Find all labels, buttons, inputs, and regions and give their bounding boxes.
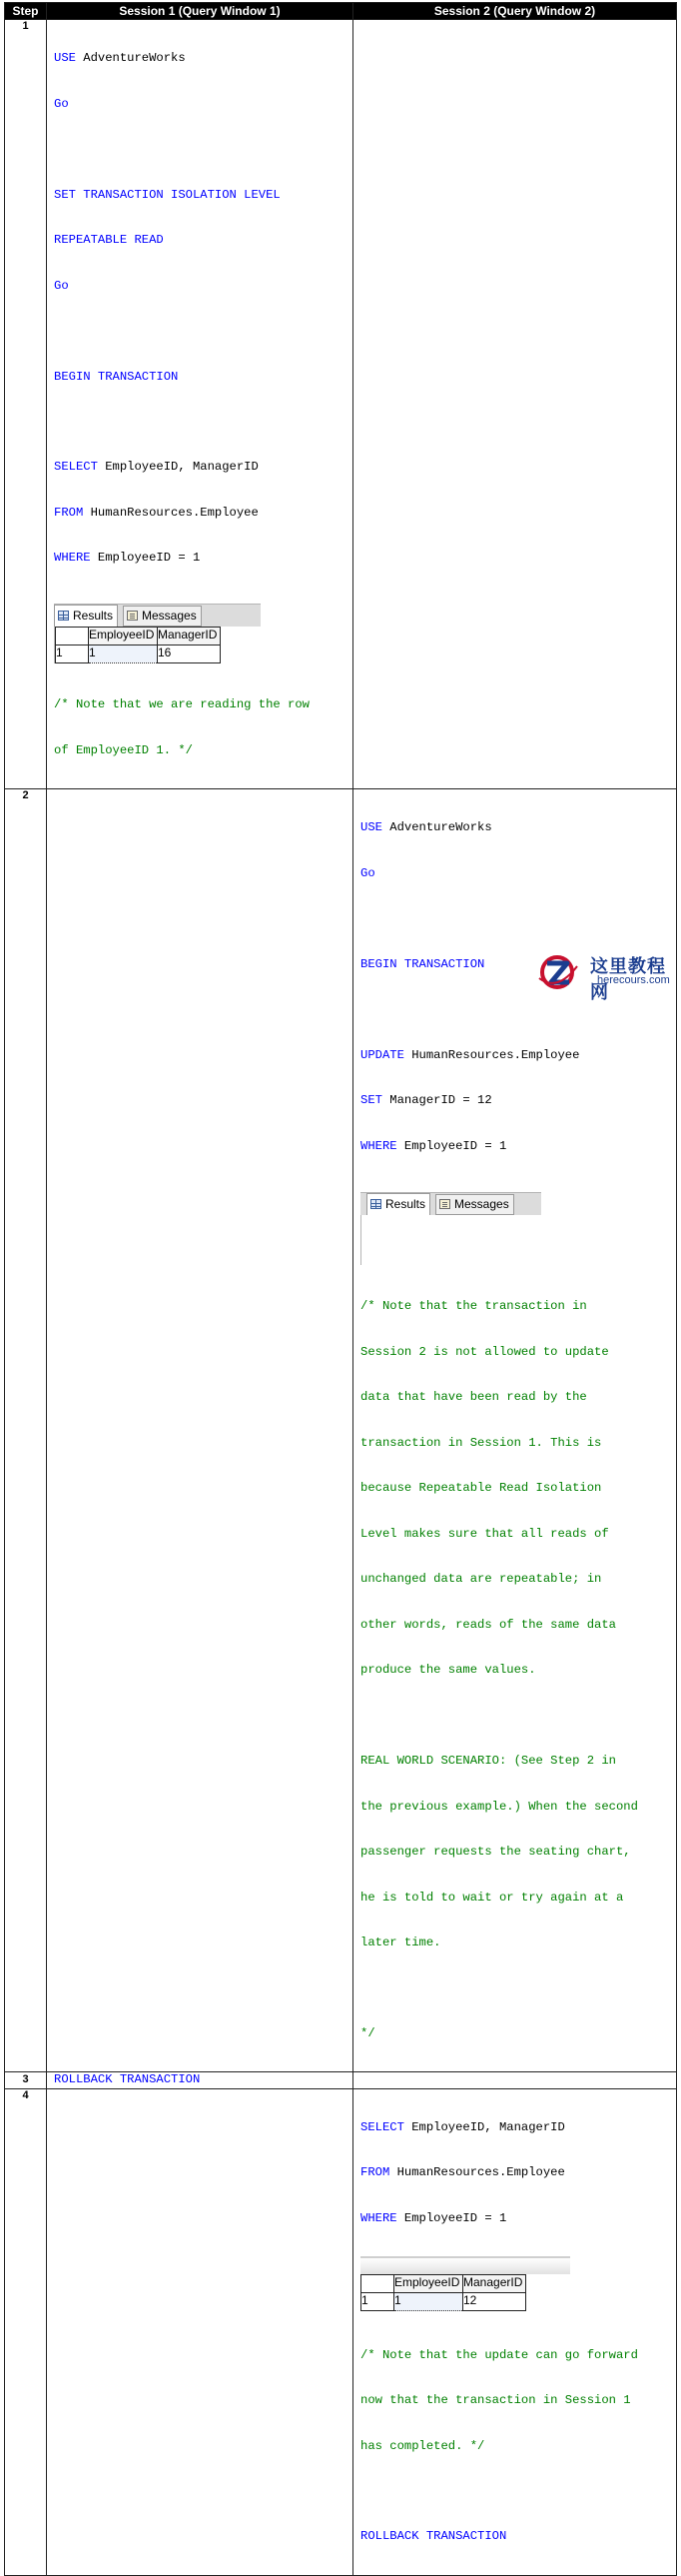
sql-text: AdventureWorks (381, 820, 492, 835)
sql-comment: REAL WORLD SCENARIO: (See Step 2 in (360, 1754, 616, 1769)
sql-text: EmployeeID, ManagerID (403, 2119, 565, 2134)
sql-comment: /* Note that the transaction in (360, 1299, 587, 1314)
sql-keyword: Go (54, 278, 69, 293)
sql-keyword: WHERE (360, 2210, 397, 2225)
watermark (535, 950, 677, 1002)
sql-keyword: UPDATE (360, 1047, 404, 1062)
sql-comment: */ (360, 2025, 375, 2040)
tab-results[interactable]: Results (366, 1193, 430, 1216)
sql-text: EmployeeID = 1 (396, 2210, 507, 2225)
grid-icon (58, 611, 69, 621)
transaction-steps-table (4, 2, 677, 2576)
results-grid (360, 2274, 526, 2311)
sql-comment: has completed. */ (360, 2438, 485, 2453)
row-number[interactable]: 1 (56, 644, 89, 662)
table-row (56, 644, 221, 662)
step-number: 1 (5, 20, 47, 789)
results-tabbar (54, 604, 261, 627)
tab-results[interactable]: Results (54, 605, 118, 628)
sql-keyword: REPEATABLE READ (54, 233, 164, 248)
column-header[interactable]: EmployeeID (394, 2275, 463, 2293)
sql-text: HumanResources.Employee (403, 1047, 580, 1062)
header-session-2: Session 2 (Query Window 2) (353, 3, 677, 20)
watermark-text: 这里教程网 (590, 956, 666, 1002)
session1-cell (47, 2072, 353, 2088)
header-step: Step (5, 3, 47, 20)
sql-comment: Session 2 is not allowed to update (360, 1344, 609, 1359)
sql-comment: unchanged data are repeatable; in (360, 1572, 602, 1587)
sql-keyword: SELECT (54, 460, 98, 475)
watermark-url: herecours.com (597, 974, 670, 986)
step-row-1 (5, 20, 677, 789)
sql-keyword: WHERE (360, 1138, 397, 1153)
sql-keyword: USE (54, 51, 76, 66)
table-header-row (5, 3, 677, 20)
results-grid (55, 627, 221, 663)
sql-keyword: SET TRANSACTION ISOLATION LEVEL (54, 187, 281, 202)
results-pane (54, 604, 261, 663)
sql-text: EmployeeID, ManagerID (97, 460, 259, 475)
step-number: 2 (5, 789, 47, 2072)
sql-text: EmployeeID = 1 (396, 1138, 507, 1153)
sql-keyword: WHERE (54, 551, 91, 566)
session2-cell (353, 20, 677, 789)
column-header[interactable]: EmployeeID (89, 627, 158, 644)
sql-text: HumanResources.Employee (83, 505, 259, 520)
sql-keyword: Go (360, 865, 375, 880)
step-row-4 (5, 2088, 677, 2575)
sql-comment: produce the same values. (360, 1663, 536, 1678)
sql-keyword: FROM (54, 505, 84, 520)
session1-cell (47, 2088, 353, 2575)
results-grid-pane (54, 627, 261, 663)
session1-cell (47, 789, 353, 2072)
results-pane (360, 2274, 676, 2311)
results-pane (360, 1192, 541, 1265)
step-number: 3 (5, 2072, 47, 2088)
sql-comment: /* Note that we are reading the row (54, 697, 310, 712)
sql-comment: the previous example.) When the second (360, 1799, 638, 1814)
session2-cell (353, 2072, 677, 2088)
sql-keyword: Go (54, 96, 69, 111)
sql-keyword: BEGIN TRANSACTION (54, 369, 179, 384)
grid-icon (370, 1199, 381, 1209)
column-header[interactable]: ManagerID (158, 627, 221, 644)
header-session-1: Session 1 (Query Window 1) (47, 3, 353, 20)
results-tabbar (360, 1192, 541, 1215)
row-number[interactable]: 1 (361, 2293, 394, 2311)
grid-cell[interactable]: 12 (463, 2293, 526, 2311)
step-row-3 (5, 2072, 677, 2088)
messages-icon (439, 1199, 450, 1209)
grid-cell[interactable]: 16 (158, 644, 221, 662)
sql-text: ManagerID = 12 (381, 1093, 492, 1108)
session2-cell (353, 2088, 677, 2575)
session1-cell (47, 20, 353, 789)
sql-keyword: USE (360, 820, 382, 835)
sql-comment: passenger requests the seating chart, (360, 1845, 631, 1860)
sql-keyword: SET (360, 1093, 382, 1108)
column-header[interactable]: ManagerID (463, 2275, 526, 2293)
sql-comment: Level makes sure that all reads of (360, 1526, 609, 1541)
sql-comment: data that have been read by the (360, 1390, 587, 1405)
sql-comment: now that the transaction in Session 1 (360, 2393, 631, 2408)
sql-comment: transaction in Session 1. This is (360, 1435, 602, 1450)
sql-comment: later time. (360, 1935, 441, 1950)
sql-text: AdventureWorks (75, 51, 186, 66)
tab-messages[interactable]: Messages (435, 1194, 514, 1215)
results-grid-pane (360, 1215, 541, 1265)
grid-cell[interactable]: 1 (89, 644, 158, 662)
table-row (361, 2293, 526, 2311)
sql-keyword: ROLLBACK TRANSACTION (360, 2529, 507, 2544)
sql-keyword: FROM (360, 2165, 390, 2180)
sql-keyword: ROLLBACK TRANSACTION (54, 2072, 201, 2087)
sql-keyword: BEGIN TRANSACTION (360, 956, 485, 971)
grid-cell[interactable]: 1 (394, 2293, 463, 2311)
tab-messages[interactable]: Messages (123, 606, 202, 627)
sql-comment: /* Note that the update can go forward (360, 2347, 638, 2362)
sql-comment: of EmployeeID 1. */ (54, 742, 193, 757)
sql-comment: other words, reads of the same data (360, 1617, 616, 1632)
watermark-logo-icon (535, 952, 579, 990)
sql-comment: he is told to wait or try again at a (360, 1890, 624, 1905)
messages-icon (127, 611, 138, 621)
sql-text: EmployeeID = 1 (90, 551, 201, 566)
step-number: 4 (5, 2088, 47, 2575)
sql-comment: because Repeatable Read Isolation (360, 1481, 602, 1496)
sql-keyword: SELECT (360, 2119, 404, 2134)
results-tabbar (360, 2256, 570, 2274)
sql-text: HumanResources.Employee (389, 2165, 565, 2180)
